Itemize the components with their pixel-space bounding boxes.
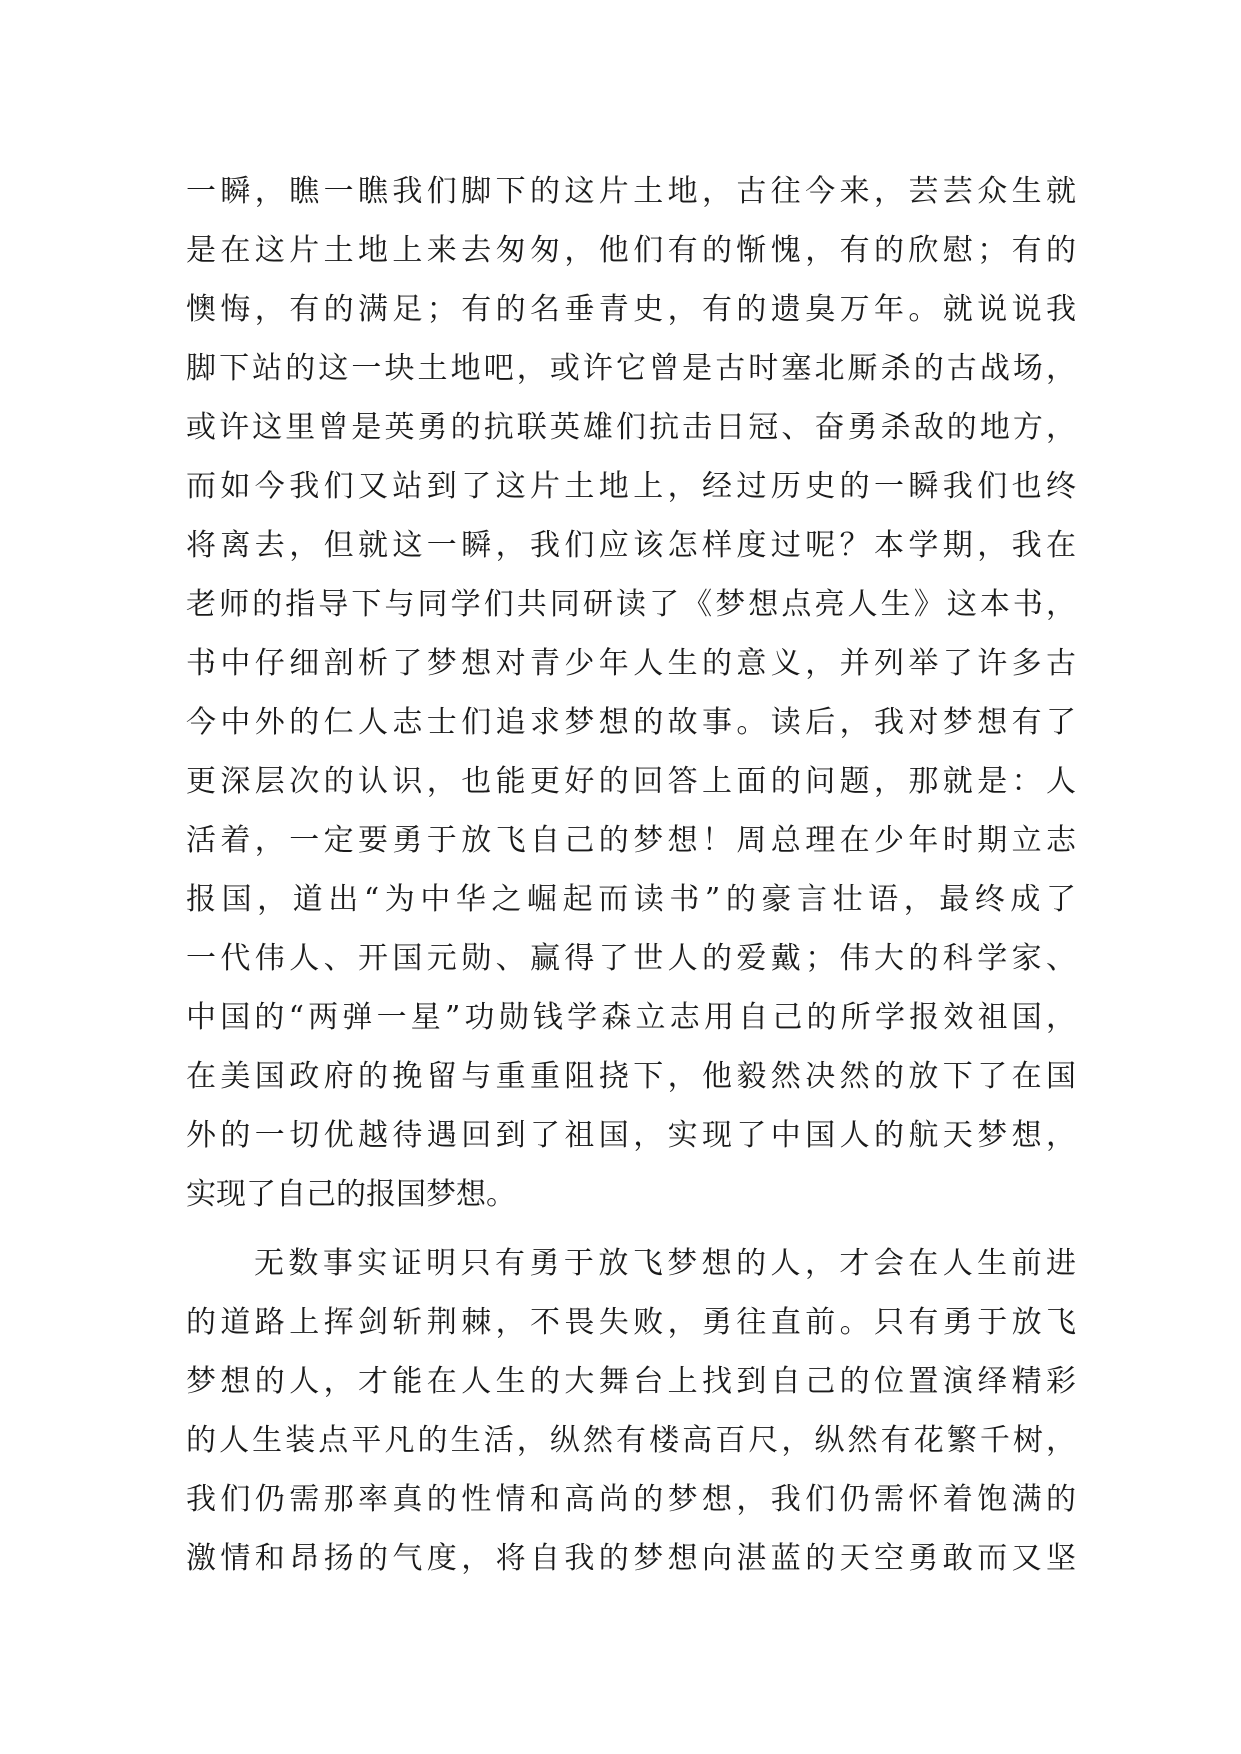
text-line: 一代伟人、开国元勋、赢得了世人的爱戴；伟大的科学家、 <box>186 941 1076 976</box>
text-line: 的人生装点平凡的生活，纵然有楼高百尺，纵然有花繁千树， <box>186 1423 1076 1458</box>
text-line: 或许这里曾是英勇的抗联英雄们抗击日冠、奋勇杀敌的地方， <box>186 410 1076 445</box>
text-line: 书中仔细剖析了梦想对青少年人生的意义，并列举了许多古 <box>186 646 1076 681</box>
text-line: 梦想的人，才能在人生的大舞台上找到自己的位置演绎精彩 <box>186 1364 1076 1399</box>
text-line: 是在这片土地上来去匆匆，他们有的惭愧，有的欣慰；有的 <box>186 233 1076 268</box>
text-line: 活着，一定要勇于放飞自己的梦想！周总理在少年时期立志 <box>186 823 1076 858</box>
paragraph-2 <box>186 1234 1076 1588</box>
text-line: 一瞬，瞧一瞧我们脚下的这片土地，古往今来，芸芸众生就 <box>186 174 1076 209</box>
text-line: 的道路上挥剑斩荆棘，不畏失败，勇往直前。只有勇于放飞 <box>186 1305 1076 1340</box>
text-line: 报国，道出“为中华之崛起而读书”的豪言壮语，最终成了 <box>186 882 1076 917</box>
text-line: 老师的指导下与同学们共同研读了《梦想点亮人生》这本书， <box>186 587 1076 622</box>
text-line: 中国的“两弹一星”功勋钱学森立志用自己的所学报效祖国， <box>186 1000 1076 1035</box>
text-line: 懊悔，有的满足；有的名垂青史，有的遗臭万年。就说说我 <box>186 292 1076 327</box>
text-line: 脚下站的这一块土地吧，或许它曾是古时塞北厮杀的古战场， <box>186 351 1076 386</box>
text-line: 今中外的仁人志士们追求梦想的故事。读后，我对梦想有了 <box>186 705 1076 740</box>
text-line: 无数事实证明只有勇于放飞梦想的人，才会在人生前进 <box>254 1246 1076 1281</box>
text-line: 实现了自己的报国梦想。 <box>186 1177 516 1212</box>
paragraph-gap <box>186 1224 1076 1234</box>
text-line: 更深层次的认识，也能更好的回答上面的问题，那就是：人 <box>186 764 1076 799</box>
text-line: 在美国政府的挽留与重重阻挠下，他毅然决然的放下了在国 <box>186 1059 1076 1094</box>
body-text <box>186 162 1076 1588</box>
text-line: 我们仍需那率真的性情和高尚的梦想，我们仍需怀着饱满的 <box>186 1482 1076 1517</box>
text-line: 将离去，但就这一瞬，我们应该怎样度过呢？本学期，我在 <box>186 528 1076 563</box>
paragraph-1 <box>186 162 1076 1224</box>
text-line: 而如今我们又站到了这片土地上，经过历史的一瞬我们也终 <box>186 469 1076 504</box>
text-line: 激情和昂扬的气度，将自我的梦想向湛蓝的天空勇敢而又坚 <box>186 1541 1076 1576</box>
text-line: 外的一切优越待遇回到了祖国，实现了中国人的航天梦想， <box>186 1118 1076 1153</box>
